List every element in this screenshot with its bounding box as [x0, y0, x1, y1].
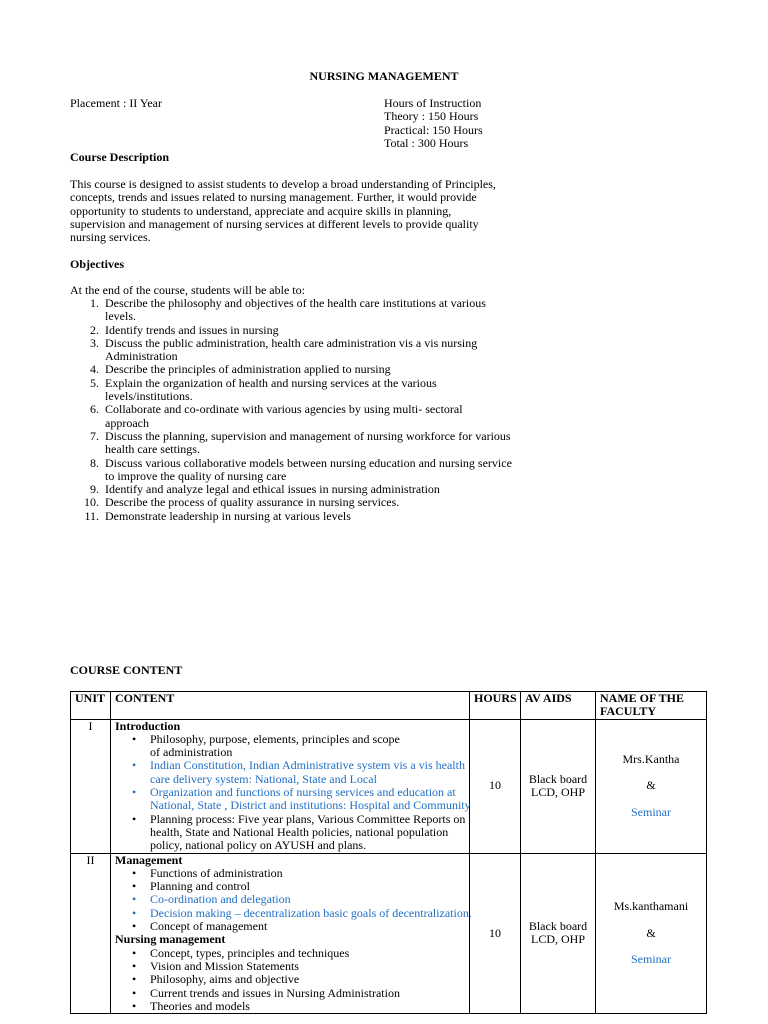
- objective-number: 10.: [84, 495, 99, 510]
- bullet-icon: •: [132, 879, 137, 894]
- hours-heading: Hours of Instruction: [384, 96, 482, 110]
- objective-text: Describe the philosophy and objectives of the health care institutions at various: [105, 296, 486, 310]
- unit-content: [111, 853, 470, 1014]
- description-line: concepts, trends and issues related to nursing management. Further, it would provide: [70, 190, 477, 205]
- objective-text: Explain the organization of health and nursing services at the various: [105, 375, 437, 390]
- section-heading: Management: [115, 852, 183, 867]
- objective-text: Discuss the planning, supervision and management of nursing workforce for various: [105, 428, 511, 443]
- objective-item: [70, 457, 510, 484]
- bullet-icon: •: [132, 998, 137, 1013]
- av-aid-line: LCD, OHP: [530, 932, 585, 947]
- bullet-icon: •: [132, 905, 137, 920]
- hours-total: Total : 300 Hours: [384, 135, 469, 150]
- section-heading: Introduction: [115, 718, 181, 733]
- description-line: opportunity to students to understand, appreciate and acquire skills in planning,: [70, 203, 452, 218]
- faculty-name: Mrs.Kantha: [622, 751, 680, 766]
- objective-text: Describe the principles of administration applied to nursing: [105, 362, 391, 377]
- topic-item: [115, 733, 465, 760]
- topic-text: Current trends and issues in Nursing Administration: [150, 985, 400, 1000]
- objective-item: [70, 297, 510, 324]
- objective-text: Collaborate and co-ordinate with various agencies by using multi- sectoral: [105, 402, 463, 417]
- bullet-icon: •: [132, 958, 137, 973]
- topic-text: Co-ordination and delegation: [150, 892, 291, 907]
- topic-item: [115, 785, 471, 813]
- topic-item: [115, 960, 465, 973]
- topic-text: Organization and functions of nursing services and education at: [150, 785, 456, 800]
- av-aid-line: Black board: [528, 771, 588, 786]
- topic-text: of administration: [150, 745, 233, 760]
- objective-number: 7.: [90, 428, 99, 443]
- header-faculty-line: FACULTY: [600, 704, 657, 719]
- course-description-heading: Course Description: [70, 150, 169, 164]
- table-header-row: [71, 692, 707, 720]
- topic-item: [115, 973, 465, 986]
- unit-hours: 10: [470, 853, 521, 1014]
- course-description-text: [70, 178, 500, 244]
- unit-faculty: [596, 719, 707, 853]
- objectives-list: [70, 297, 510, 523]
- topic-text: care delivery system: National, State and Local: [150, 771, 377, 786]
- spacer: [600, 913, 702, 926]
- topic-text: Vision and Mission Statements: [150, 958, 299, 973]
- topic-text: Concept, types, principles and techniques: [150, 945, 350, 960]
- objective-item: [70, 430, 510, 457]
- header-faculty: [596, 692, 707, 720]
- topic-item: [115, 905, 472, 920]
- objective-number: 1.: [90, 296, 99, 310]
- objective-text: Demonstrate leadership in nursing at various levels: [105, 508, 351, 523]
- unit-number: I: [71, 719, 111, 853]
- objective-number: 6.: [90, 402, 99, 417]
- header-content: CONTENT: [111, 692, 470, 720]
- bullet-icon: •: [132, 985, 137, 1000]
- unit-av-aids: [521, 853, 596, 1014]
- objective-number: 4.: [90, 362, 99, 377]
- faculty-mode: Seminar: [631, 952, 671, 967]
- objective-number: 2.: [90, 322, 99, 337]
- topic-item: [115, 947, 465, 960]
- objective-item: [70, 510, 510, 523]
- section-heading: Nursing management: [115, 932, 226, 947]
- course-content-heading: COURSE CONTENT: [70, 663, 183, 677]
- table-row: [71, 853, 707, 1014]
- topic-text: Philosophy, aims and objective: [150, 972, 300, 987]
- document-title: NURSING MANAGEMENT: [309, 69, 459, 83]
- av-aid-line: LCD, OHP: [530, 785, 585, 800]
- topic-text: health, State and National Health policies, national population: [150, 824, 449, 839]
- topic-item: [115, 893, 465, 906]
- unit-number: II: [71, 853, 111, 1014]
- spacer: [600, 940, 702, 953]
- description-line: supervision and management of nursing services at different levels to provide quality: [70, 216, 479, 231]
- topic-text: Planning and control: [150, 879, 250, 894]
- objective-text: Discuss various collaborative models between nursing education and nursing service: [105, 455, 512, 470]
- topic-text: policy, national policy on AYUSH and plans.: [150, 838, 367, 853]
- unit-hours: 10: [470, 719, 521, 853]
- topic-list: [115, 731, 471, 853]
- topic-list: [115, 947, 465, 1013]
- av-aid-line: Black board: [528, 919, 588, 934]
- topic-text: Decision making – decentralization basic goals of decentralization.: [150, 905, 472, 920]
- topic-text: Philosophy, purpose, elements, principles and scope: [150, 731, 400, 746]
- topic-text: Planning process: Five year plans, Various Committee Reports on: [150, 811, 466, 826]
- spacer: [600, 793, 702, 806]
- objectives-heading: Objectives: [70, 257, 124, 271]
- objective-text: Administration: [105, 349, 178, 364]
- faculty-ampersand: &: [646, 778, 656, 793]
- hours-practical: Practical: 150 Hours: [384, 122, 483, 137]
- topic-text: National, State , District and institutions: Hospital and Community: [150, 798, 471, 813]
- topic-item: [115, 867, 465, 880]
- header-av-aids: AV AIDS: [521, 692, 596, 720]
- faculty-mode: Seminar: [631, 805, 671, 820]
- objective-text: Discuss the public administration, health care administration vis a vis nursing: [105, 335, 478, 350]
- objective-item: [70, 483, 510, 496]
- topic-text: Theories and models: [150, 998, 250, 1013]
- faculty-name: Ms.kanthamani: [613, 899, 689, 914]
- objective-number: 3.: [90, 335, 99, 350]
- objective-text: levels/institutions.: [105, 389, 193, 404]
- objective-item: [70, 337, 510, 364]
- header-faculty-line: NAME OF THE: [600, 691, 685, 705]
- topic-text: Indian Constitution, Indian Administrative system vis a vis health: [150, 758, 465, 773]
- objective-number: 11.: [84, 508, 99, 523]
- objective-item: [70, 496, 510, 509]
- objective-item: [70, 377, 510, 404]
- topic-item: [115, 987, 465, 1000]
- bullet-icon: •: [132, 865, 137, 880]
- objective-text: approach: [105, 415, 149, 430]
- topic-item: [115, 759, 465, 786]
- topic-item: [115, 920, 465, 933]
- objective-number: 8.: [90, 455, 99, 470]
- bullet-icon: •: [132, 972, 137, 987]
- course-content-table: [70, 691, 707, 1014]
- bullet-icon: •: [132, 811, 137, 826]
- objective-item: [70, 363, 510, 376]
- header-hours: HOURS: [470, 692, 521, 720]
- spacer: [600, 766, 702, 779]
- hours-of-instruction: [384, 97, 483, 150]
- objective-text: levels.: [105, 309, 136, 324]
- unit-av-aids: [521, 719, 596, 853]
- topic-text: Functions of administration: [150, 865, 283, 880]
- description-line: This course is designed to assist students to develop a broad understanding of Principles,: [70, 177, 496, 191]
- bullet-icon: •: [132, 758, 137, 773]
- objective-item: [70, 403, 510, 430]
- table-row: [71, 719, 707, 853]
- objectives-intro: At the end of the course, students will be able to:: [70, 283, 305, 297]
- objective-text: Describe the process of quality assurance in nursing services.: [105, 495, 400, 510]
- objective-text: Identify trends and issues in nursing: [105, 322, 279, 337]
- topic-item: [115, 1000, 465, 1013]
- bullet-icon: •: [132, 731, 137, 746]
- topic-item: [115, 880, 465, 893]
- description-line: nursing services.: [70, 230, 151, 245]
- objective-number: 5.: [90, 375, 99, 390]
- bullet-icon: •: [132, 945, 137, 960]
- bullet-icon: •: [132, 785, 137, 800]
- header-unit: UNIT: [71, 692, 111, 720]
- placement-label: Placement : II Year: [70, 96, 162, 110]
- unit-content: [111, 719, 470, 853]
- objective-text: health care settings.: [105, 442, 200, 457]
- objective-number: 9.: [90, 482, 99, 497]
- topic-text: Concept of management: [150, 919, 268, 934]
- unit-faculty: [596, 853, 707, 1014]
- hours-theory: Theory : 150 Hours: [384, 109, 479, 124]
- faculty-ampersand: &: [646, 925, 656, 940]
- objective-item: [70, 324, 510, 337]
- topic-list: [115, 865, 472, 934]
- topic-item: [115, 813, 465, 853]
- bullet-icon: •: [132, 892, 137, 907]
- objective-text: Identify and analyze legal and ethical issues in nursing administration: [105, 482, 440, 497]
- objective-text: to improve the quality of nursing care: [105, 468, 287, 483]
- bullet-icon: •: [132, 919, 137, 934]
